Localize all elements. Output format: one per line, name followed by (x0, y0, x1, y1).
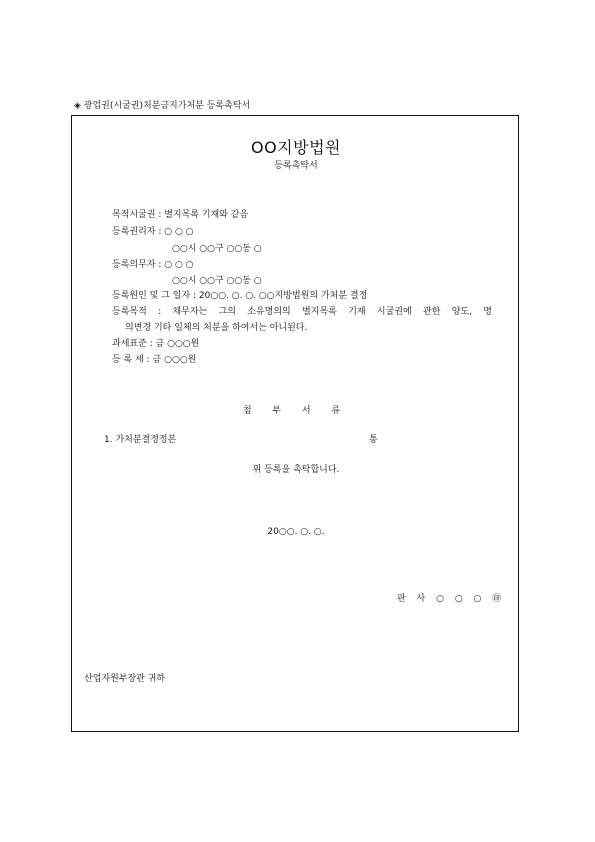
attachments-title: 첨 부 서 류 (242, 406, 350, 416)
request-statement: 위 등록을 촉탁합니다. (252, 465, 340, 475)
registration-tax-row: 등 록 세 : 금 ○○○원 (112, 355, 197, 365)
purpose-row (112, 304, 492, 317)
court-name: OO지방법원 (250, 138, 341, 157)
target-right-row: 목적시굴권 : 별지목록 기재와 같음 (112, 210, 249, 220)
obligor-address: ○○시 ○○구 ○○동 ○ (172, 276, 262, 286)
tax-base-row: 과세표준 : 금 ○○○원 (112, 339, 200, 349)
registrant-row: 등록권리자 : ○ ○ ○ (112, 227, 194, 237)
purpose-text: 등록목적 : 채무자는 그의 소유명의의 별지목록 기재 시굴권에 관한 양도, 명 (112, 307, 492, 317)
judge-signature-line: 판 사 ○ ○ ○ ㊞ (397, 594, 506, 604)
purpose-continuation: 의변경 기타 일체의 처분을 하여서는 아니된다. (125, 323, 308, 333)
attachment-unit: 통 (369, 435, 378, 445)
document-subtitle: 등록촉탁서 (274, 161, 318, 171)
document-frame (71, 115, 519, 732)
document-date: 20○○. ○. ○. (267, 527, 325, 537)
attachment-item: 1. 가처분결정정본 (104, 435, 177, 445)
obligor-row: 등록의무자 : ○ ○ ○ (112, 260, 194, 270)
cause-date-row: 등록원인 및 그 일자 : 20○○. ○. ○. ○○지방법원의 가처분 결정 (112, 291, 368, 301)
registrant-address: ○○시 ○○구 ○○동 ○ (172, 244, 262, 254)
addressee: 산업자원부장관 귀하 (84, 674, 166, 684)
document-heading: ◈ 광업권(시굴권)처분금지가처분 등록촉탁서 (74, 101, 251, 111)
